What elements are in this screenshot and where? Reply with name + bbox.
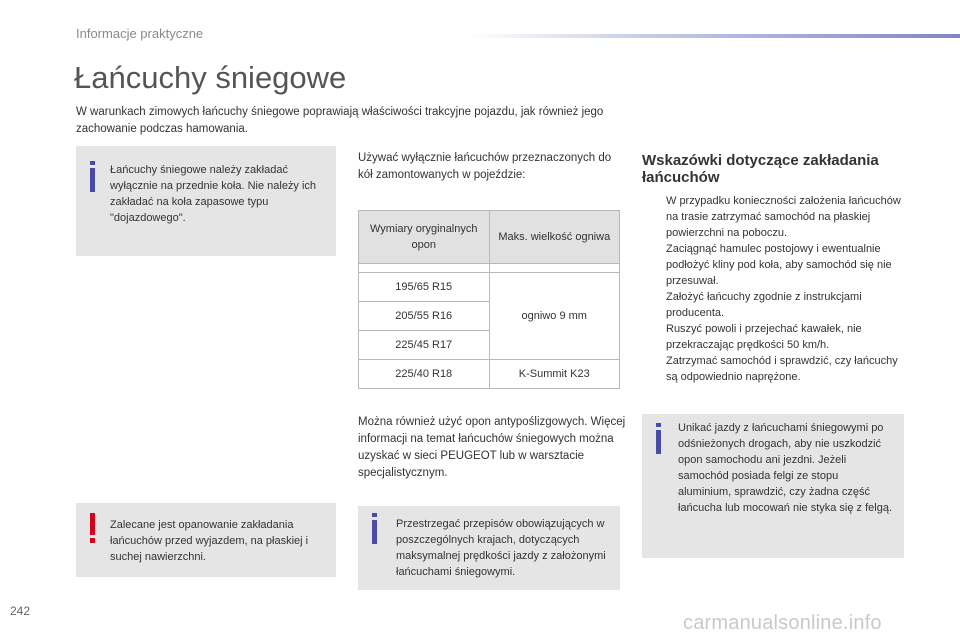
table-header-row: [359, 211, 620, 264]
list-item-text: Założyć łańcuchy zgodnie z instrukcjami producenta.: [666, 291, 862, 319]
list-item-text: Zatrzymać samochód i sprawdzić, czy łańcuchy są odpowiednio naprężone.: [666, 355, 898, 383]
tyre-size-table: [358, 210, 620, 389]
list-item-text: Ruszyć powoli i przejechać kawałek, nie przekraczając prędkości 50 km/h.: [666, 323, 862, 351]
list-item: [642, 289, 912, 321]
note-regulations-text: Przestrzegać przepisów obowiązujących w poszczególnych krajach, dotyczących maksymalnej prędkości jazdy z założonymi łańcuchami śniegowymi.: [396, 518, 606, 578]
note-practice-text: Zalecane jest opanowanie zakładania łańcuchów przed wyjazdem, na płaskiej i suchej nawierzchni.: [110, 519, 309, 563]
note-practice: [76, 503, 336, 577]
list-item: [642, 241, 912, 289]
note-avoid-text: Unikać jazdy z łańcuchami śniegowymi po odśnieżonych drogach, aby nie uszkodzić opon samochodu ani jezdni. Jeżeli samochód posiada felgi ze stopu aluminium, sprawdzić, czy żadna część łańcucha lub mocowań nie styka się z felgą.: [678, 422, 893, 514]
section-label: Informacje praktyczne: [76, 26, 204, 41]
warning-icon: [90, 513, 95, 535]
note-front-wheels-text: Łańcuchy śniegowe należy zakładać wyłącznie na przednie koła. Nie należy ich zakładać na koła zapasowe typu "dojazdowego".: [110, 164, 317, 224]
table-row: [359, 273, 620, 302]
page-number: 242: [10, 604, 31, 618]
table-row: [359, 360, 620, 389]
table-cell: 205/55 R16: [359, 302, 490, 331]
table-cell: 195/65 R15: [359, 273, 490, 302]
info-icon: [372, 520, 377, 544]
list-item-text: Zaciągnąć hamulec postojowy i ewentualnie podłożyć kliny pod koła, aby samochód się nie przesuwał.: [666, 243, 892, 287]
antiskid-text: Można również użyć opon antypoślizgowych. Więcej informacji na temat łańcuchów śniegowych można uzyskać w sieci PEUGEOT lub w warsztacie specjalistycznym.: [358, 416, 626, 479]
table-cell-merged: ogniwo 9 mm: [489, 273, 620, 360]
list-item-text: W przypadku konieczności założenia łańcuchów na trasie zatrzymać samochód na płaskiej powierzchni na poboczu.: [666, 195, 901, 239]
table-header-cell: Wymiary oryginalnych opon: [359, 211, 490, 264]
table-cell: 225/45 R17: [359, 331, 490, 360]
list-item: [642, 193, 912, 241]
info-icon: [656, 430, 661, 454]
note-avoid: [642, 414, 904, 558]
list-item: [642, 353, 912, 385]
watermark: carmanualsonline.info: [683, 612, 882, 634]
table-header-cell: Maks. wielkość ogniwa: [489, 211, 620, 264]
table-cell: K-Summit K23: [489, 360, 620, 389]
intro-paragraph: W warunkach zimowych łańcuchy śniegowe poprawiają właściwości trakcyjne pojazdu, jak również jego zachowanie podczas hamowania.: [76, 106, 604, 135]
tips-list: [642, 193, 912, 385]
table-spacer-row: [359, 264, 620, 273]
table-cell: 225/40 R18: [359, 360, 490, 389]
tips-title: Wskazówki dotyczące zakładania łańcuchów: [642, 152, 879, 186]
note-regulations: [358, 506, 620, 590]
note-front-wheels: [76, 146, 336, 256]
info-icon: [90, 168, 95, 192]
use-only-text: Używać wyłącznie łańcuchów przeznaczonych do kół zamontowanych w pojeździe:: [358, 152, 612, 181]
header-bar: [470, 34, 960, 38]
list-item: [642, 321, 912, 353]
page-title: Łańcuchy śniegowe: [74, 60, 347, 95]
